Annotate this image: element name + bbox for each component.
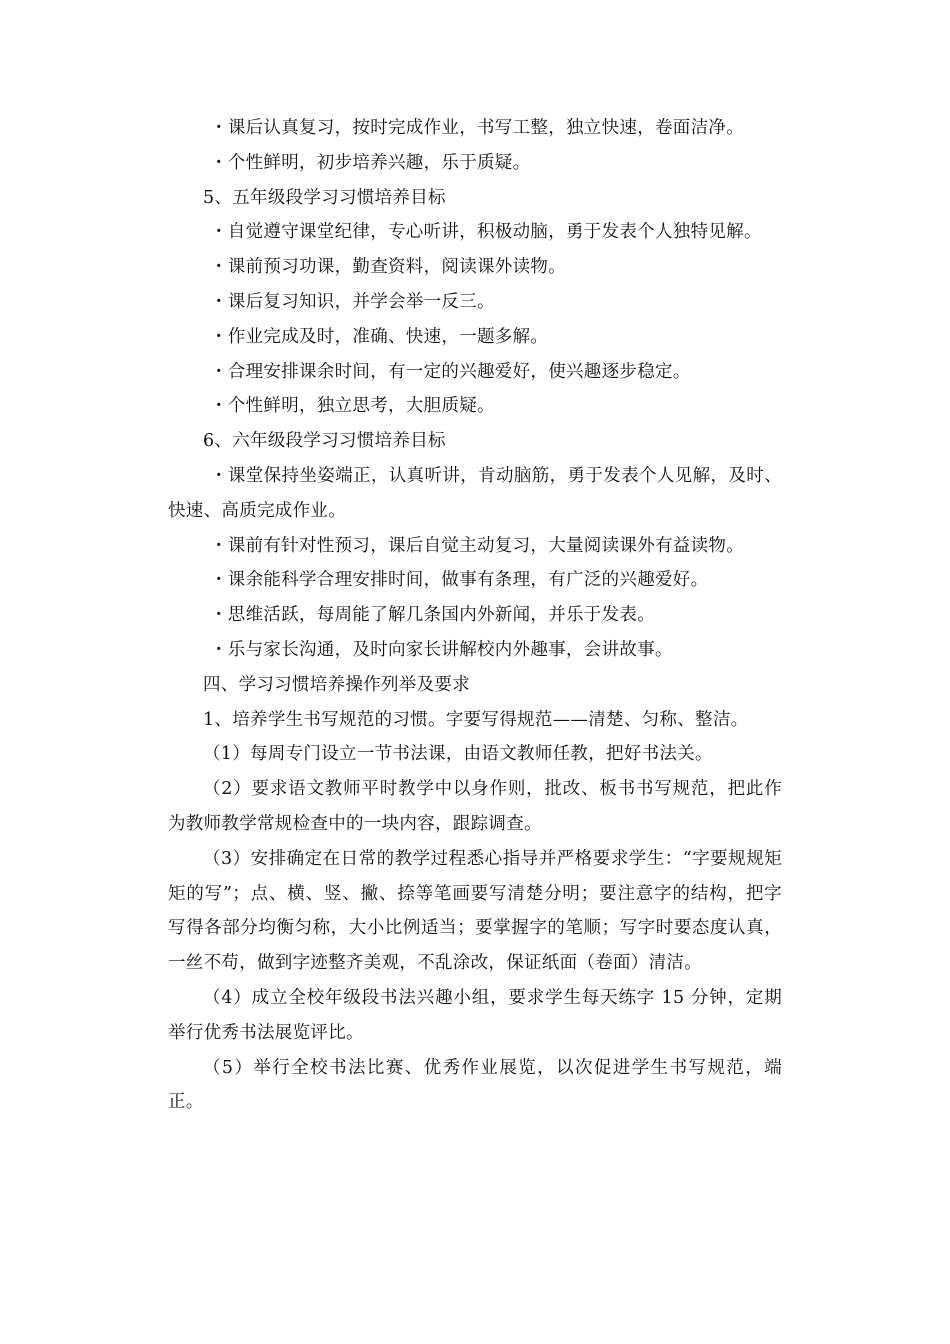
paragraph: ・合理安排课余时间，有一定的兴趣爱好，使兴趣逐步稳定。 [210,361,691,382]
paragraph: ・课余能科学合理安排时间，做事有条理，有广泛的兴趣爱好。 [210,570,709,591]
paragraph: ・自觉遵守课堂纪律，专心听讲，积极动脑，勇于发表个人独特见解。 [210,222,762,243]
paragraph: ・课堂保持坐姿端正，认真听讲，肯动脑筋，勇于发表个人见解，及时、快速、高质完成作业。 [168,465,782,521]
paragraph: 1、培养学生书写规范的习惯。字要写得规范——清楚、匀称、整洁。 [203,709,749,730]
section-heading: 6、六年级段学习习惯培养目标 [203,431,446,452]
paragraph: （3）安排确定在日常的教学过程悉心指导并严格要求学生：“字要规规矩矩的写”；点、横、竖、撇、捺等笔画要写清楚分明；要注意字的结构，把字写得各部分均衡匀称，大小比例适当；要掌握字的笔顺；写字时要态度认真，一丝不苟，做到字迹整齐美观，不乱涂改，保证纸面（卷面）清洁。 [168,848,782,974]
paragraph: （1）每周专门设立一节书法课，由语文教师任教，把好书法关。 [203,744,713,765]
paragraph: （2）要求语文教师平时教学中以身作则，批改、板书书写规范，把此作为教师教学常规检查中的一块内容，跟踪调查。 [168,779,782,834]
paragraph: ・课前有针对性预习，课后自觉主动复习，大量阅读课外有益读物。 [210,535,744,556]
paragraph: ・课前预习功课，勤查资料，阅读课外读物。 [210,257,566,278]
document-body [168,111,782,1120]
paragraph: ・乐与家长沟通，及时向家长讲解校内外趣事，会讲故事。 [210,639,673,660]
paragraph: （4）成立全校年级段书法兴趣小组，要求学生每天练字 15 分钟，定期举行优秀书法展览评比。 [168,987,782,1043]
paragraph: ・作业完成及时，准确、快速，一题多解。 [210,326,549,347]
section-heading: 5、五年级段学习习惯培养目标 [203,187,446,208]
paragraph: ・课后认真复习，按时完成作业，书写工整，独立快速，卷面洁净。 [210,118,744,138]
paragraph: ・课后复习知识，并学会举一反三。 [210,291,495,312]
paragraph: ・思维活跃，每周能了解几条国内外新闻，并乐于发表。 [210,605,655,626]
paragraph: ・个性鲜明，独立思考，大胆质疑。 [210,396,495,417]
paragraph: ・个性鲜明，初步培养兴趣，乐于质疑。 [210,152,531,173]
paragraph: （5）举行全校书法比赛、优秀作业展览，以次促进学生书写规范，端正。 [168,1057,782,1113]
section-heading: 四、学习习惯培养操作列举及要求 [203,674,470,695]
